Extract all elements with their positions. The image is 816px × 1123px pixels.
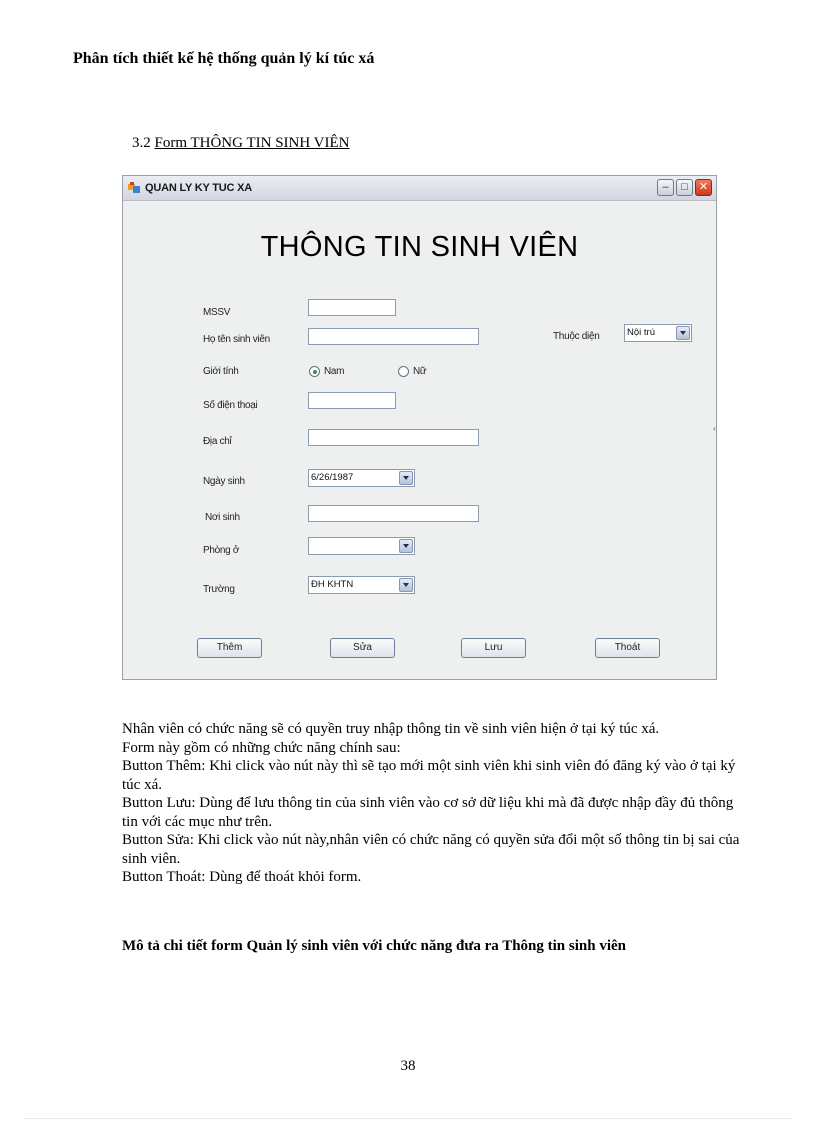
window-titlebar [123, 176, 716, 201]
description-line: Button Thêm: Khi click vào nút này thì sẽ tạo mới một sinh viên khi sinh viên đó đăng ký vào ở tại ký túc xá. [122, 758, 736, 793]
gender-male-label: Nam [324, 366, 345, 377]
dob-label: Ngày sinh [203, 476, 245, 487]
gender-male-radio[interactable] [309, 366, 320, 377]
description-line: Button Lưu: Dùng để lưu thông tin của sinh viên vào cơ sở dữ liệu khi mà đã được nhập đầy đủ thông tin với các mục như trên. [122, 795, 734, 830]
name-input[interactable] [308, 328, 479, 345]
category-value: Nội trú [627, 327, 655, 338]
page-number: 38 [400, 1058, 416, 1074]
close-icon[interactable]: ✕ [695, 179, 712, 196]
chevron-down-icon[interactable] [399, 578, 413, 592]
section-number: 3.2 [132, 135, 151, 151]
description-line: Button Thoát: Dùng để thoát khỏi form. [122, 869, 362, 885]
description-line: Button Sửa: Khi click vào nút này,nhân viên có chức năng có quyền sửa đổi một số thông tin bị sai của sinh viên. [122, 832, 740, 867]
gender-label: Giới tính [203, 366, 239, 377]
edge-marker: ‹ [713, 424, 716, 433]
chevron-down-icon[interactable] [676, 326, 690, 340]
edit-button[interactable]: Sửa [330, 638, 395, 658]
dob-value: 6/26/1987 [311, 472, 354, 483]
school-value: ĐH KHTN [311, 579, 354, 590]
section-title-text: Form THÔNG TIN SINH VIÊN [154, 135, 350, 151]
category-label: Thuộc diện [553, 331, 600, 342]
mssv-input[interactable] [308, 299, 396, 316]
footer-divider [25, 1118, 791, 1119]
form-description [122, 720, 742, 887]
description-line: Form này gồm có những chức năng chính sau: [122, 739, 401, 756]
mssv-label: MSSV [203, 307, 231, 318]
gender-female-radio[interactable] [398, 366, 409, 377]
birthplace-input[interactable] [308, 505, 479, 522]
description-line: Nhân viên có chức năng sẽ có quyền truy nhập thông tin về sinh viên hiện ở tại ký túc xá. [122, 721, 660, 737]
phone-label: Số điện thoại [203, 400, 258, 411]
maximize-icon[interactable]: □ [676, 179, 693, 196]
phone-input[interactable] [308, 392, 396, 409]
chevron-down-icon[interactable] [399, 539, 413, 553]
school-select[interactable] [308, 576, 415, 594]
window-title: QUAN LY KY TUC XA [145, 182, 253, 194]
dob-picker[interactable] [308, 469, 415, 487]
summary-heading: Mô tả chi tiết form Quản lý sinh viên với chức năng đưa ra Thông tin sinh viên [122, 938, 627, 954]
gender-female-label: Nữ [413, 366, 427, 377]
address-label: Địa chỉ [203, 436, 232, 447]
category-select[interactable] [624, 324, 692, 342]
save-button[interactable]: Lưu [461, 638, 526, 658]
room-label: Phòng ở [203, 545, 240, 556]
form-heading: THÔNG TIN SINH VIÊN [260, 231, 579, 263]
exit-button[interactable]: Thoát [595, 638, 660, 658]
name-label: Họ tên sinh viên [203, 334, 270, 345]
chevron-down-icon[interactable] [399, 471, 413, 485]
school-label: Trường [203, 584, 235, 595]
section-title [132, 135, 350, 152]
minimize-icon[interactable]: – [657, 179, 674, 196]
student-info-window [122, 175, 717, 680]
document-header: Phân tích thiết kế hệ thống quản lý kí túc xá [73, 50, 375, 67]
add-button[interactable]: Thêm [197, 638, 262, 658]
app-icon [128, 182, 141, 194]
birthplace-label: Nơi sinh [205, 512, 240, 523]
address-input[interactable] [308, 429, 479, 446]
room-select[interactable] [308, 537, 415, 555]
